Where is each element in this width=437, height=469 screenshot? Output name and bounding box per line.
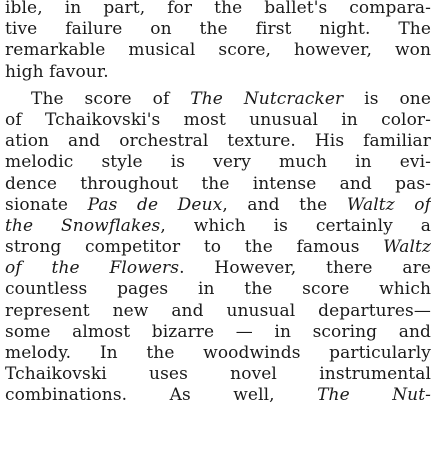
text-line (5, 110, 431, 131)
body-text: remarkable musical score, however, won (5, 40, 431, 61)
body-text: Tchaikovski uses novel instrumental (5, 364, 431, 385)
text-line (5, 19, 431, 40)
body-text: represent new and unusual departures— (5, 300, 431, 321)
text-line (5, 174, 431, 195)
body-text: ible, in part, for the ballet's compara- (5, 0, 431, 18)
body-text: melody. In the woodwinds particularly (5, 343, 431, 363)
body-text: sionate (5, 194, 88, 215)
text-line (5, 364, 431, 385)
italic-title-text: Waltz of (346, 194, 431, 215)
text-line (5, 343, 431, 364)
text-line (5, 385, 431, 406)
body-text: The score of (31, 88, 191, 109)
body-text: , and the (222, 194, 347, 215)
text-line (5, 62, 431, 83)
text-line (5, 279, 431, 300)
text-line (5, 301, 431, 322)
paragraph (5, 0, 431, 83)
text-line (5, 152, 431, 173)
body-text: tive failure on the first night. The (5, 19, 431, 40)
italic-title-text: the Snowflakes (5, 215, 161, 236)
body-text: is one (343, 88, 431, 109)
text-line (5, 195, 431, 216)
body-text: . However, there are (179, 258, 431, 279)
italic-title-text: Waltz (383, 237, 431, 258)
italic-title-text: Pas de Deux (87, 194, 223, 215)
italic-title-text: The Nut- (317, 385, 431, 406)
body-text: melodic style is very much in evi- (5, 152, 431, 173)
document-page (5, 0, 431, 407)
text-line (5, 216, 431, 237)
body-text: combinations. As well, (5, 385, 318, 406)
italic-title-text: of the Flowers (5, 258, 180, 279)
body-text: countless pages in the score which (5, 279, 431, 300)
text-line (5, 89, 431, 110)
text-line (5, 258, 431, 279)
text-line (5, 322, 431, 343)
italic-title-text: The Nutcracker (190, 88, 344, 109)
body-text: high favour. (5, 61, 109, 82)
text-line (5, 237, 431, 258)
body-text: strong competitor to the famous (5, 237, 384, 258)
body-text: ation and orchestral texture. His familiar (5, 131, 431, 152)
body-text: dence throughout the intense and pas- (5, 173, 431, 194)
text-line (5, 0, 431, 19)
body-text: of Tchaikovski's most unusual in color- (5, 109, 431, 130)
paragraph (5, 89, 431, 407)
body-text: , which is certainly a (160, 215, 431, 236)
text-line (5, 40, 431, 61)
body-text: some almost bizarre — in scoring and (5, 321, 431, 342)
text-line (5, 131, 431, 152)
